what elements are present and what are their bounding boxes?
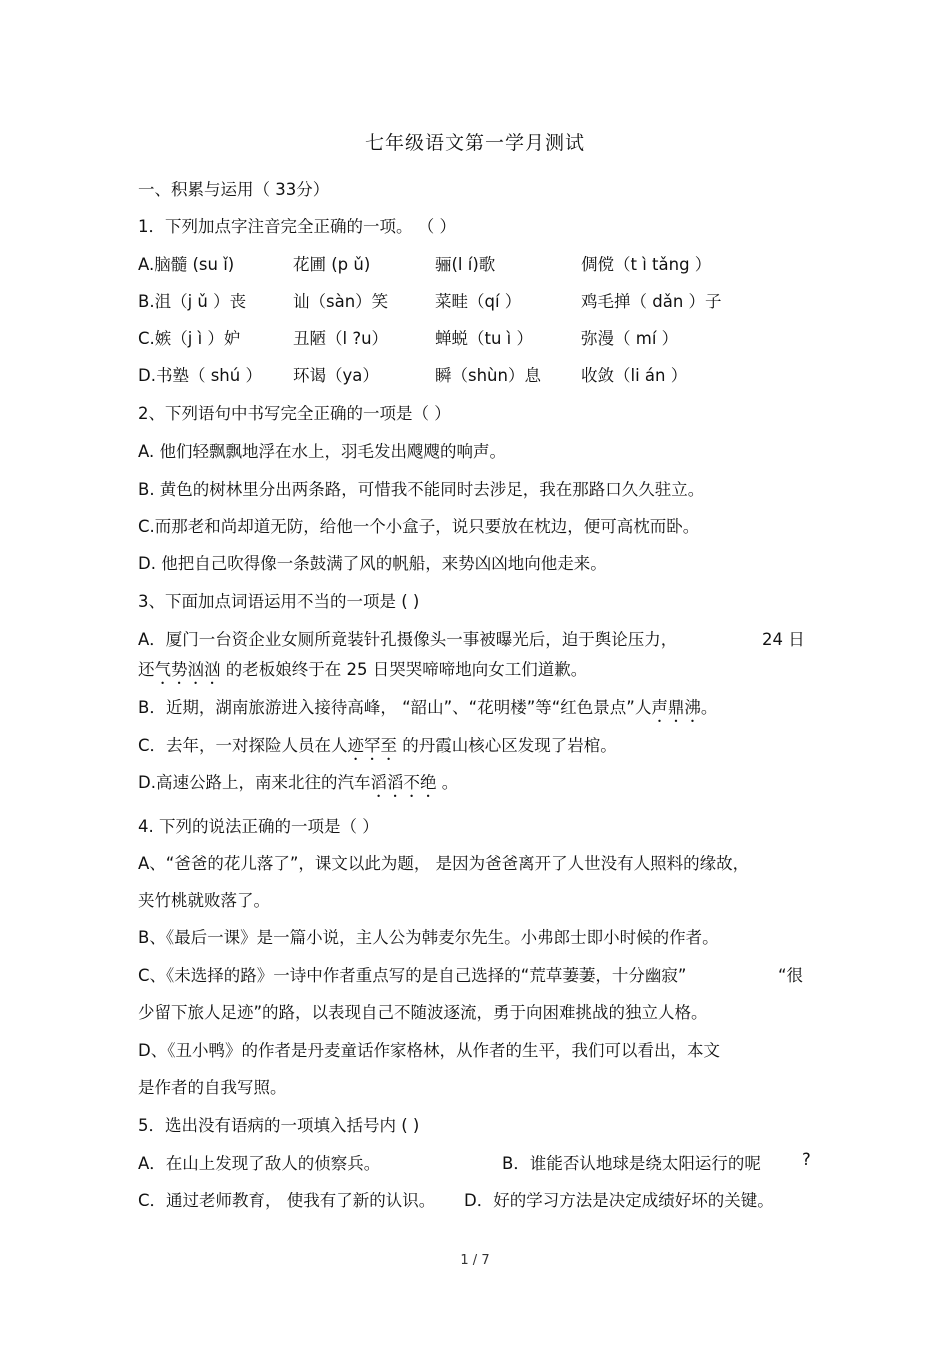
option-text: C、《未选择的路》一诗中作者重点写的是自己选择的“荒草萋萋，十分幽寂” xyxy=(138,966,687,985)
dotted-word: 声鼎沸 xyxy=(651,698,701,717)
question-4-option-c-line2: 少留下旅人足迹”的路，以表现自己不随波逐流，勇于向困难挑战的独立人格。 xyxy=(138,1003,708,1022)
option-cell: 弥漫（ mí ） xyxy=(581,329,679,348)
question-5-option-b-end: ? xyxy=(802,1150,811,1169)
question-5-option-d: D．好的学习方法是决定成绩好坏的关键。 xyxy=(464,1191,774,1210)
question-1-option-a xyxy=(138,251,818,275)
page-number: 1 / 7 xyxy=(460,1253,490,1268)
option-text: 。 xyxy=(700,698,718,717)
question-4-option-a-line1: A、“爸爸的花儿落了”，课文以此为题， 是因为爸爸离开了人世没有人照料的缘故， xyxy=(138,854,750,873)
option-cell: D.书塾（ shú ） xyxy=(138,366,262,385)
option-text: B．近期，湖南旅游进入接待高峰， “韶山”、“花明楼”等“红色景点”人 xyxy=(138,698,652,717)
dotted-word: 滔滔不绝 xyxy=(370,773,437,792)
option-cell: 鸡毛掸（ dǎn ）子 xyxy=(581,292,722,311)
question-2-stem: 2、下列语句中书写完全正确的一项是（ ） xyxy=(138,404,451,423)
question-2-option-a: A. 他们轻飘飘地浮在水上，羽毛发出飕飕的响声。 xyxy=(138,442,506,461)
question-4-option-a-line2: 夹竹桃就败落了。 xyxy=(138,891,270,910)
option-text: 。 xyxy=(436,773,459,792)
question-2-option-c: C.而那老和尚却道无防，给他一个小盒子，说只要放在枕边，便可高枕而卧。 xyxy=(138,517,700,536)
option-cell: B.沮（j ǔ ）丧 xyxy=(138,292,247,311)
question-1-option-c xyxy=(138,325,818,349)
question-1-option-b xyxy=(138,288,818,312)
dotted-word: 气势汹汹 xyxy=(154,660,221,679)
question-5-option-c: C．通过老师教育， 使我有了新的认识。 xyxy=(138,1191,436,1210)
option-cell: C.嫉（j ì ）妒 xyxy=(138,329,241,348)
option-text: C．去年，一对探险人员在人 xyxy=(138,736,348,755)
option-cell: 花圃 (p ǔ) xyxy=(293,255,371,274)
option-cell: 丑陋（l ?u） xyxy=(293,329,389,348)
option-cell: 瞬（shùn）息 xyxy=(435,366,541,385)
option-cell: 收敛（li án ） xyxy=(581,366,688,385)
question-4-stem: 4. 下列的说法正确的一项是（ ） xyxy=(138,817,379,836)
question-2-option-d: D. 他把自己吹得像一条鼓满了风的帆船，来势凶凶地向他走来。 xyxy=(138,554,607,573)
option-text: A．厦门一台资企业女厕所竟装针孔摄像头一事被曝光后，迫于舆论压力， xyxy=(138,630,678,649)
question-3-stem: 3、下面加点词语运用不当的一项是 ( ) xyxy=(138,592,420,611)
option-cell: 环谒（ya） xyxy=(293,366,379,385)
question-1-stem: 1．下列加点字注音完全正确的一项。 （ ） xyxy=(138,217,456,236)
question-5-option-a: A．在山上发现了敌人的侦察兵。 xyxy=(138,1154,381,1173)
section-heading: 一、积累与运用（ 33分） xyxy=(138,180,330,199)
question-4-option-d-line1: D、《丑小鸭》的作者是丹麦童话作家格林，从作者的生平，我们可以看出，本文 xyxy=(138,1041,720,1060)
option-cell: 蝉蜕（tu ì ） xyxy=(435,329,534,348)
question-3-option-a-line2 xyxy=(138,656,587,688)
question-2-option-b: B. 黄色的树林里分出两条路，可惜我不能同时去涉足，我在那路口久久驻立。 xyxy=(138,480,705,499)
question-4-option-b: B、《最后一课》是一篇小说，主人公为韩麦尔先生。小弗郎士即小时候的作者。 xyxy=(138,928,719,947)
option-cell: 倜傥（t ì tǎng ） xyxy=(581,255,712,274)
question-3-option-d xyxy=(138,769,458,801)
option-text-end: 24 日 xyxy=(762,630,805,649)
question-3-option-b xyxy=(138,694,717,726)
option-cell: 骊(l í)歌 xyxy=(435,255,496,274)
question-3-option-c xyxy=(138,732,617,764)
option-text-end: “很 xyxy=(778,966,804,985)
dotted-word: 迹罕至 xyxy=(347,736,398,755)
question-4-option-d-line2: 是作者的自我写照。 xyxy=(138,1078,287,1097)
option-text: 的丹霞山核心区发现了岩棺。 xyxy=(397,736,617,755)
question-5-option-b: B．谁能否认地球是绕太阳运行的呢 xyxy=(502,1154,761,1173)
option-cell: 讪（sàn）笑 xyxy=(293,292,389,311)
option-cell: 菜畦（qí ） xyxy=(435,292,522,311)
option-cell: A.脑髓 (su ǐ) xyxy=(138,255,235,274)
page-title: 七年级语文第一学月测试 xyxy=(364,132,585,154)
question-1-option-d xyxy=(138,362,818,386)
option-text: 还 xyxy=(138,660,155,679)
question-5-stem: 5．选出没有语病的一项填入括号内 ( ) xyxy=(138,1116,420,1135)
option-text: 的老板娘终于在 25 日哭哭啼啼地向女工们道歉。 xyxy=(220,660,588,679)
option-text: D.高速公路上，南来北往的汽车 xyxy=(138,773,371,792)
